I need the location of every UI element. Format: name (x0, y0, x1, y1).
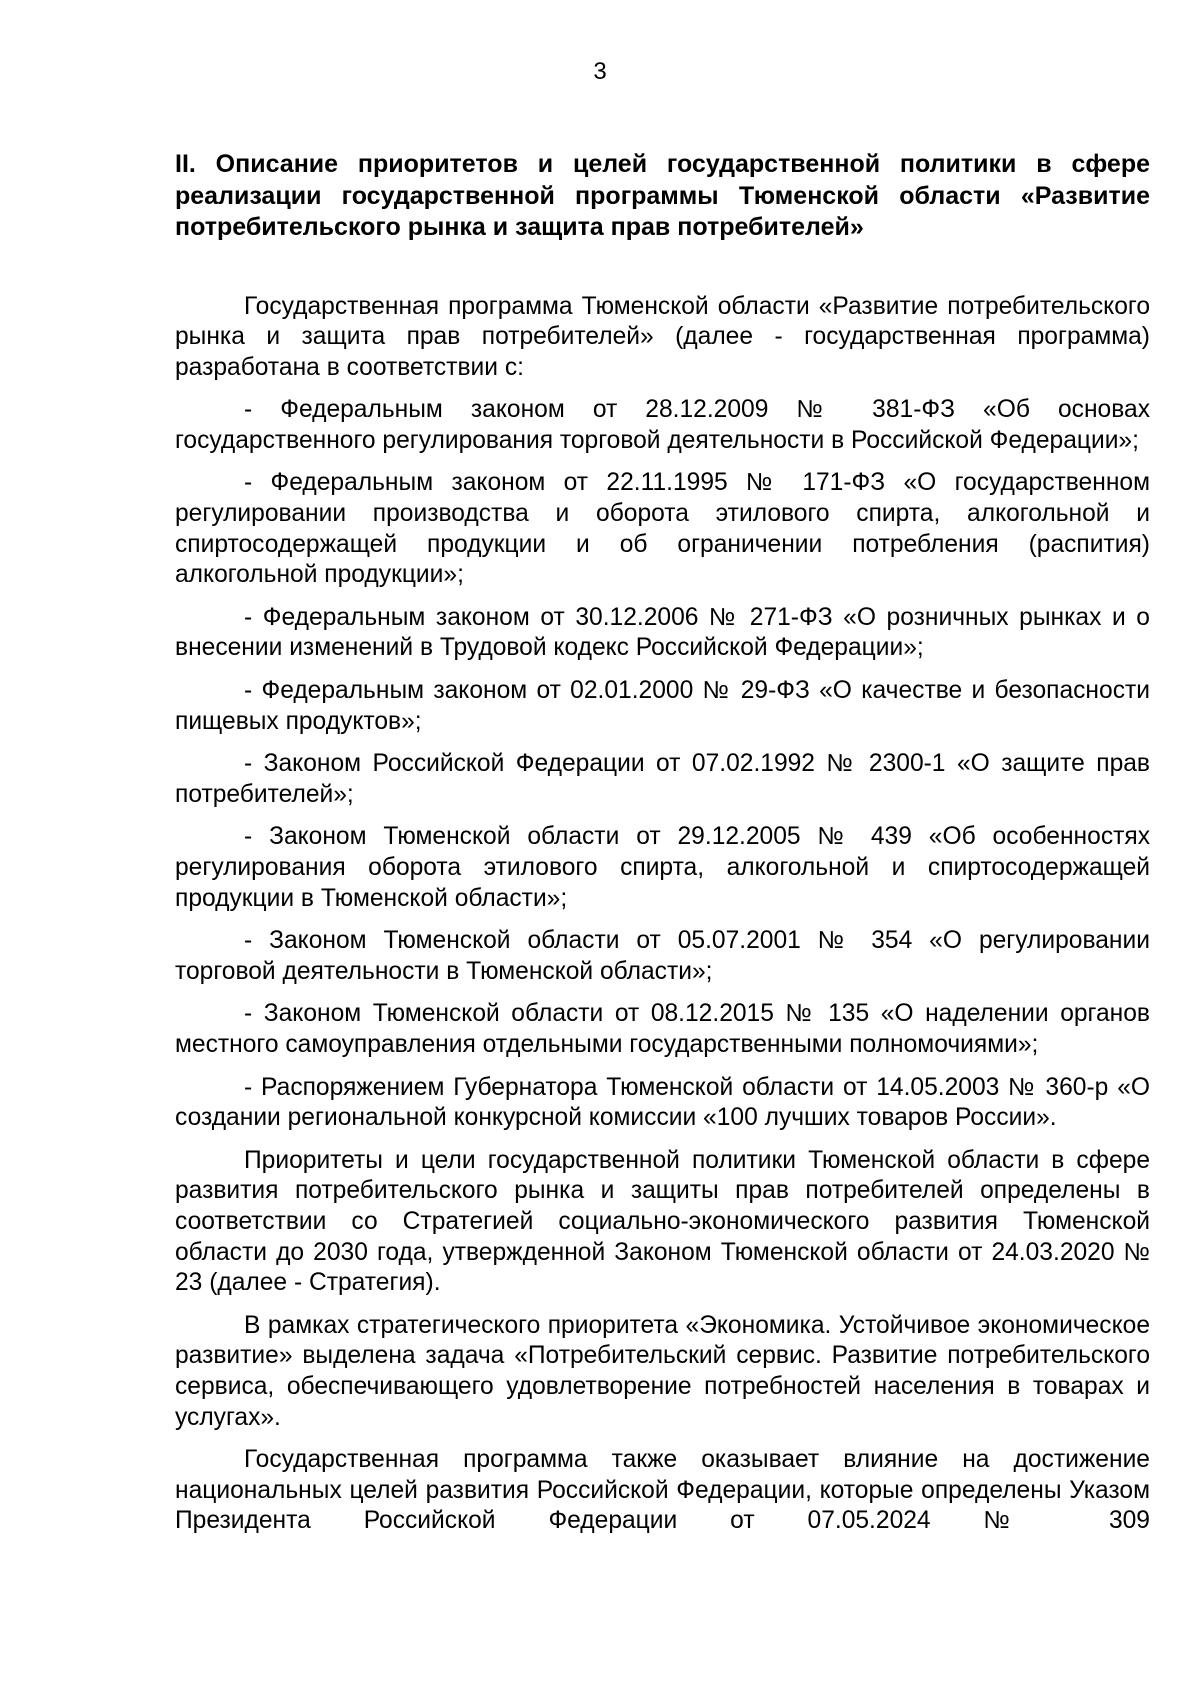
decree-item-360: - Распоряжением Губернатора Тюменской области от 14.05.2003 № 360-р «О создании региональной конкурсной комиссии «100 лучших товаров России». (175, 1073, 1150, 1132)
law-item-271: - Федеральным законом от 30.12.2006 № 271-ФЗ «О розничных рынках и о внесении изменений в Трудовой кодекс Российской Федерации»; (175, 603, 1150, 662)
law-item-29: - Федеральным законом от 02.01.2000 № 29-ФЗ «О качестве и безопасности пищевых продуктов»; (175, 677, 1150, 735)
law-item-2300: - Законом Российской Федерации от 07.02.1992 № 2300-1 «О защите прав потребителей»; (175, 750, 1150, 808)
paragraph-national-goals: Государственная программа также оказывает влияние на достижение национальных целей развития Российской Федерации, которые определены Указом Президента Российской Федерации от 07.05.2024 № 309 (175, 1446, 1150, 1535)
document-body (175, 149, 1150, 1537)
law-item-135: - Законом Тюменской области от 08.12.2015 № 135 «О наделении органов местного самоуправления отдельными государственными полномочиями»; (175, 1000, 1150, 1058)
law-item-354: - Законом Тюменской области от 05.07.2001 № 354 «О регулировании торговой деятельности в Тюменской области»; (175, 927, 1150, 985)
law-item-439: - Законом Тюменской области от 29.12.2005 № 439 «Об особенностях регулирования оборота этилового спирта, алкогольной и спиртосодержащей продукции в Тюменской области»; (175, 823, 1150, 912)
law-item-171: - Федеральным законом от 22.11.1995 № 171-ФЗ «О государственном регулировании производства и оборота этилового спирта, алкогольной и спиртосодержащей продукции и об ограничении потребления (распития) алкогольной продукции»; (175, 469, 1150, 589)
paragraph-intro: Государственная программа Тюменской области «Развитие потребительского рынка и защита прав потребителей» (далее - государственная программа) разработана в соответствии с: (175, 292, 1150, 381)
law-item-381: - Федеральным законом от 28.12.2009 № 381-ФЗ «Об основах государственного регулирования торговой деятельности в Российской Федерации»; (175, 396, 1150, 454)
paragraph-strategic-priority: В рамках стратегического приоритета «Экономика. Устойчивое экономическое развитие» выделена задача «Потребительский сервис. Развитие потребительского сервиса, обеспечивающего удовлетворение потребностей населения в товарах и услугах». (175, 1311, 1150, 1431)
page-number: 3 (593, 58, 607, 85)
section-heading: II. Описание приоритетов и целей государственной политики в сфере реализации государственной программы Тюменской области «Развитие потребительского рынка и защита прав потребителей» (175, 150, 1150, 241)
paragraph-priorities: Приоритеты и цели государственной политики Тюменской области в сфере развития потребительского рынка и защиты прав потребителей определены в соответствии со Стратегией социально-экономического развития Тюменской области до 2030 года, утвержденной Законом Тюменской области от 24.03.2020 № 23 (далее - Стратегия). (175, 1146, 1150, 1297)
